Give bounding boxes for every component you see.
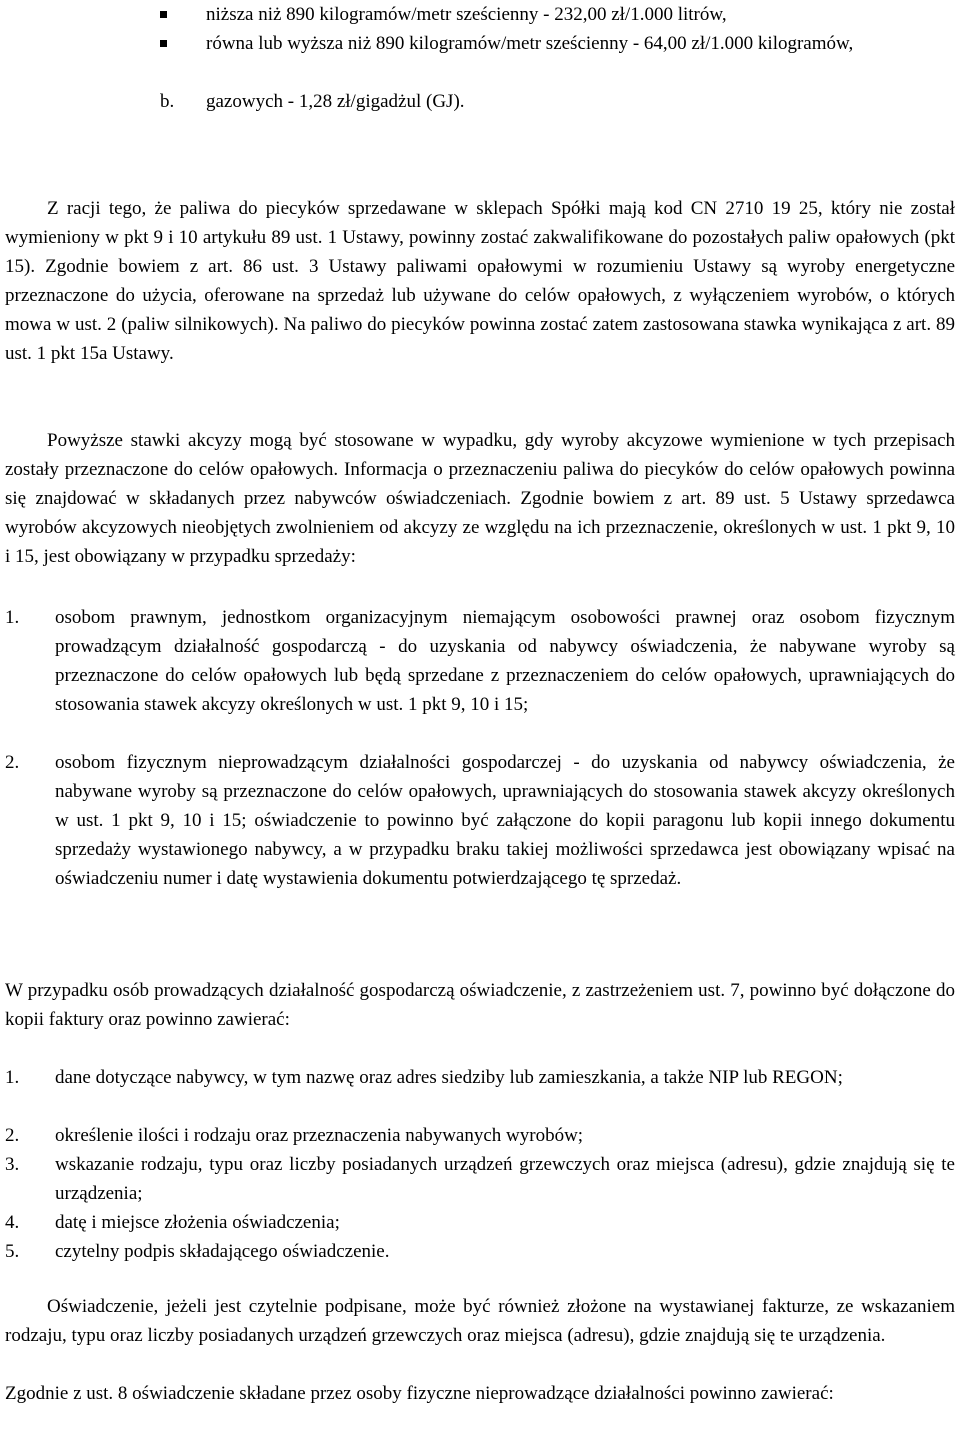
bullet-text: niższa niż 890 kilogramów/metr sześcienny - 232,00 zł/1.000 litrów,	[206, 4, 727, 25]
list-item	[5, 1121, 955, 1150]
list-number: 5.	[5, 1241, 20, 1262]
list-item-text: określenie ilości i rodzaju oraz przeznaczenia nabywanych wyrobów;	[55, 1125, 584, 1146]
list-item	[5, 1237, 955, 1266]
bullet-item	[160, 29, 955, 58]
list-item-label: b.	[160, 91, 175, 112]
list-item-text: osobom fizycznym nieprowadzącym działalności gospodarczej - do uzyskania od nabywcy oświadczenia, że nabywane wyroby są przeznaczone do celów opałowych, uprawniających do stosowania stawek akcyzy określonych w ust. 1 pkt 9, 10 i 15; oświadczenie to powinno być załączone do kopii paragonu lub kopii innego dokumentu sprzedaży wystawionego nabywcy, a w przypadku braku takiej możliwości sprzedawca jest obowiązany wpisać na oświadczeniu numer i datę wystawienia dokumentu potwierdzającego tę sprzedaż.	[55, 752, 955, 889]
paragraph-rates: Powyższe stawki akcyzy mogą być stosowane w wypadku, gdy wyroby akcyzowe wymienione w tych przepisach zostały przeznaczone do celów opałowych. Informacja o przeznaczeniu paliwa do piecyków do celów opałowych powinna się znajdować w składanych przez nabywców oświadczeniach. Zgodnie bowiem z art. 89 ust. 5 Ustawy sprzedawca wyrobów akcyzowych nieobjętych zwolnieniem od akcyzy ze względu na ich przeznaczenie, określonych w ust. 1 pkt 9, 10 i 15, jest obowiązany w przypadku sprzedaży:	[5, 430, 955, 567]
list-item	[5, 1208, 955, 1237]
list-item	[5, 748, 955, 893]
list-number: 2.	[5, 752, 20, 773]
list-item-text: wskazanie rodzaju, typu oraz liczby posiadanych urządzeń grzewczych oraz miejsca (adresu), gdzie znajdują się te urządzenia;	[55, 1154, 955, 1204]
list-item	[5, 1063, 955, 1092]
list-number: 2.	[5, 1125, 20, 1146]
bullet-text: równa lub wyższa niż 890 kilogramów/metr sześcienny - 64,00 zł/1.000 kilogramów,	[206, 33, 854, 54]
list-item-text: gazowych - 1,28 zł/gigadżul (GJ).	[206, 91, 465, 112]
paragraph-invoice-declaration: Oświadczenie, jeżeli jest czytelnie podpisane, może być również złożone na wystawianej fakturze, ze wskazaniem rodzaju, typu oraz liczby posiadanych urządzeń grzewczych oraz miejsca (adresu), gdzie znajdują się te urządzenia.	[5, 1296, 955, 1346]
list-item-text: dane dotyczące nabywcy, w tym nazwę oraz adres siedziby lub zamieszkania, a także NIP lub REGON;	[55, 1067, 843, 1088]
square-bullet-icon	[160, 40, 167, 47]
list-item	[5, 1150, 955, 1208]
list-number: 1.	[5, 607, 20, 628]
list-item-b	[160, 87, 955, 116]
list-number: 1.	[5, 1067, 20, 1088]
paragraph-cn-code: Z racji tego, że paliwa do piecyków sprzedawane w sklepach Spółki mają kod CN 2710 19 25, który nie został wymieniony w pkt 9 i 10 artykułu 89 ust. 1 Ustawy, powinny zostać zakwalifikowane do pozostałych paliw opałowych (pkt 15). Zgodnie bowiem z art. 86 ust. 3 Ustawy paliwami opałowymi w rozumieniu Ustawy są wyroby energetyczne przeznaczone do użycia, oferowane na sprzedaż lub używane do celów opałowych, z wyłączeniem wyrobów, o których mowa w ust. 2 (paliw silnikowych). Na paliwo do piecyków powinna zostać zatem zastosowana stawka wynikająca z art. 89 ust. 1 pkt 15a Ustawy.	[5, 198, 955, 364]
list-item-text: osobom prawnym, jednostkom organizacyjnym niemającym osobowości prawnej oraz osobom fizycznym prowadzącym działalność gospodarczą - do uzyskania od nabywcy oświadczenia, że nabywane wyroby są przeznaczone do celów opałowych lub będą sprzedane z przeznaczeniem do celów opałowych, uprawniających do stosowania stawek akcyzy określonych w ust. 1 pkt 9, 10 i 15;	[55, 607, 955, 715]
square-bullet-icon	[160, 11, 167, 18]
list-item-text: datę i miejsce złożenia oświadczenia;	[55, 1212, 340, 1233]
list-number: 4.	[5, 1212, 20, 1233]
list-number: 3.	[5, 1154, 20, 1175]
paragraph-business-declaration: W przypadku osób prowadzących działalność gospodarczą oświadczenie, z zastrzeżeniem ust. 7, powinno być dołączone do kopii faktury oraz powinno zawierać:	[5, 980, 955, 1030]
bullet-item	[160, 0, 955, 29]
list-item	[5, 603, 955, 719]
paragraph-individual-declaration: Zgodnie z ust. 8 oświadczenie składane przez osoby fizyczne nieprowadzące działalności powinno zawierać:	[5, 1383, 834, 1404]
list-item-text: czytelny podpis składającego oświadczenie.	[55, 1241, 390, 1262]
